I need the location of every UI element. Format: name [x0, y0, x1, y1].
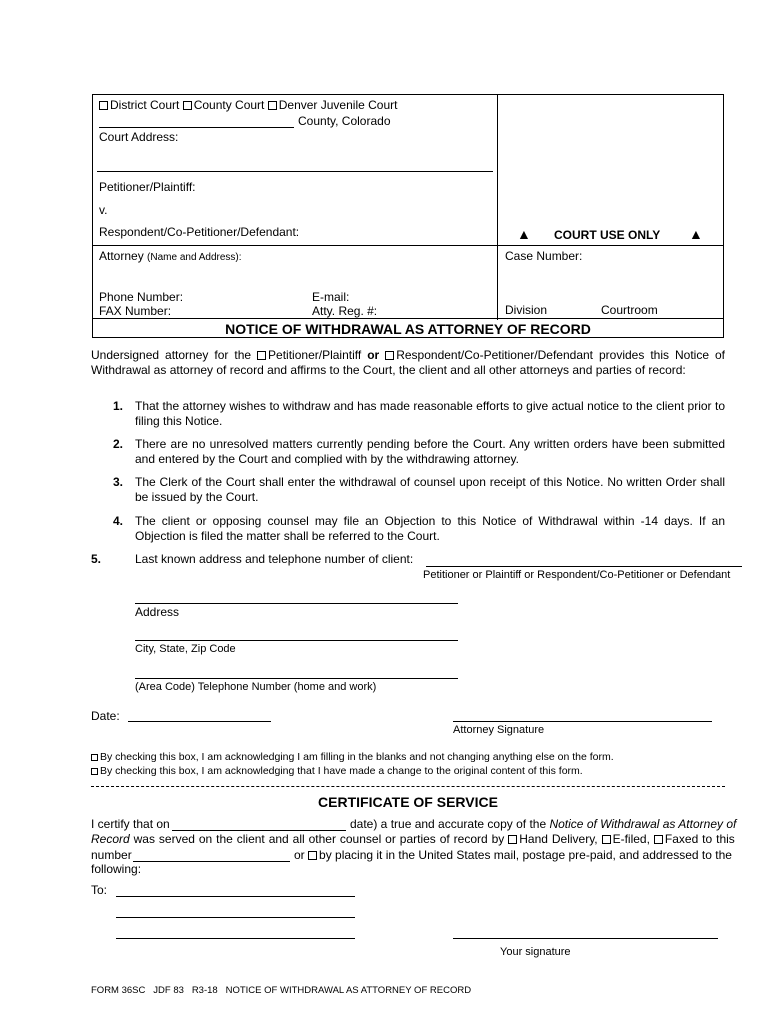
county-court-label: County Court: [193, 98, 265, 112]
denver-juvenile-court-checkbox[interactable]: [268, 101, 277, 110]
fax-number-blank[interactable]: [133, 861, 290, 862]
denver-juvenile-court-label: Denver Juvenile Court: [278, 98, 398, 112]
client-name-blank[interactable]: [426, 566, 742, 567]
faxed-checkbox[interactable]: [654, 835, 663, 844]
date-label: Date:: [91, 709, 120, 723]
respondent-checkbox[interactable]: [385, 351, 394, 360]
case-number-label: Case Number:: [505, 249, 583, 263]
certify-date-blank[interactable]: [172, 830, 346, 831]
item-4-number: 4.: [113, 514, 124, 528]
district-court-label: District Court: [110, 98, 180, 112]
court-address-label: Court Address:: [99, 130, 179, 144]
item-5-number: 5.: [91, 552, 102, 566]
v-label: v.: [99, 203, 108, 217]
ack-1-checkbox[interactable]: [91, 754, 98, 761]
division-label: Division: [505, 303, 548, 317]
item-1-number: 1.: [113, 399, 124, 413]
petitioner-label: Petitioner/Plaintiff:: [99, 180, 196, 194]
district-court-checkbox[interactable]: [99, 101, 108, 110]
client-phone-label: (Area Code) Telephone Number (home and work): [135, 681, 377, 693]
address-blank[interactable]: [135, 603, 458, 604]
caption-box: [92, 94, 724, 338]
triangle-right-icon: ▲: [689, 226, 703, 242]
party-caption: Petitioner or Plaintiff or Respondent/Co-Petitioner or Defendant: [423, 569, 731, 581]
hand-delivery-checkbox[interactable]: [508, 835, 517, 844]
item-4-text: The client or opposing counsel may file an Objection to this Notice of Withdrawal within -14 days. If an Objection is filed the matter shall be referred to the Court.: [135, 514, 725, 543]
county-blank[interactable]: [99, 127, 294, 128]
following-label: following:: [91, 862, 142, 876]
to-blank-1[interactable]: [116, 896, 355, 897]
certify-on-label: I certify that on: [91, 817, 170, 831]
attorney-signature-label: Attorney Signature: [453, 724, 545, 736]
certificate-title: CERTIFICATE OF SERVICE: [318, 794, 498, 810]
item-5-text: Last known address and telephone number of client:: [135, 552, 414, 566]
county-court-checkbox[interactable]: [183, 101, 192, 110]
acknowledgement-2: By checking this box, I am acknowledging that I have made a change to the original content of this form.: [91, 765, 583, 777]
county-colorado-label: County, Colorado: [298, 114, 391, 128]
item-1-text: That the attorney wishes to withdraw and has made reasonable efforts to give actual notice to the client prior to filing this Notice.: [135, 399, 725, 428]
courtroom-label: Courtroom: [601, 303, 658, 317]
court-use-only-label: COURT USE ONLY: [554, 228, 661, 242]
address-label: Address: [135, 605, 180, 619]
triangle-left-icon: ▲: [517, 226, 531, 242]
date-blank[interactable]: [128, 721, 271, 722]
item-2-number: 2.: [113, 437, 124, 451]
item-3-text: The Clerk of the Court shall enter the withdrawal of counsel upon receipt of this Notice. No written Order shall be issued by the Court.: [135, 475, 725, 504]
mail-checkbox[interactable]: [308, 851, 317, 860]
court-options: [99, 98, 397, 112]
intro-paragraph: Undersigned attorney for the Petitioner/Plaintiff or Respondent/Co-Petitioner/Defendant provides this Notice of Withdrawal as attorney of record and affirms to the Court, the client and all other attorneys and parties of record:: [91, 348, 726, 377]
respondent-label: Respondent/Co-Petitioner/Defendant:: [99, 225, 300, 239]
email-label: E-mail:: [312, 290, 350, 304]
efiled-checkbox[interactable]: [602, 835, 611, 844]
your-signature-blank[interactable]: [453, 938, 718, 939]
to-label: To:: [91, 883, 108, 897]
court-address-blank[interactable]: [97, 171, 493, 172]
to-blank-3[interactable]: [116, 938, 355, 939]
fax-number-label: FAX Number:: [99, 304, 172, 318]
certify-line-2: Record was served on the client and all other counsel or parties of record by Hand Delivery, E-filed, Faxed to this: [91, 832, 735, 846]
phone-blank[interactable]: [135, 678, 458, 679]
caption-line-title: [92, 318, 724, 319]
your-signature-label: Your signature: [500, 946, 571, 958]
atty-reg-label: Atty. Reg. #:: [312, 304, 378, 318]
caption-line-attorney: [92, 245, 724, 246]
city-blank[interactable]: [135, 640, 458, 641]
form-title: NOTICE OF WITHDRAWAL AS ATTORNEY OF RECORD: [225, 321, 591, 337]
certify-line-1: date) a true and accurate copy of the Notice of Withdrawal as Attorney of: [350, 817, 737, 831]
footer-text: FORM 36SC JDF 83 R3-18 NOTICE OF WITHDRAWAL AS ATTORNEY OF RECORD: [91, 985, 472, 996]
number-label: number: [91, 848, 132, 862]
attorney-signature-blank[interactable]: [453, 721, 712, 722]
certificate-separator: [91, 786, 725, 787]
caption-divider: [497, 94, 498, 320]
item-2-text: There are no unresolved matters currently pending before the Court. Any written orders have been submitted and entered by the Court and complied with by the withdrawing attorney.: [135, 437, 725, 466]
phone-number-label: Phone Number:: [99, 290, 184, 304]
attorney-label: Attorney (Name and Address):: [99, 249, 242, 263]
petitioner-checkbox[interactable]: [257, 351, 266, 360]
acknowledgement-1: By checking this box, I am acknowledging I am filling in the blanks and not changing anything else on the form.: [91, 751, 614, 763]
item-3-number: 3.: [113, 475, 124, 489]
ack-2-checkbox[interactable]: [91, 768, 98, 775]
certify-line-3: or by placing it in the United States mail, postage pre-paid, and addressed to the: [294, 848, 732, 862]
to-blank-2[interactable]: [116, 917, 355, 918]
city-label: City, State, Zip Code: [135, 643, 236, 655]
